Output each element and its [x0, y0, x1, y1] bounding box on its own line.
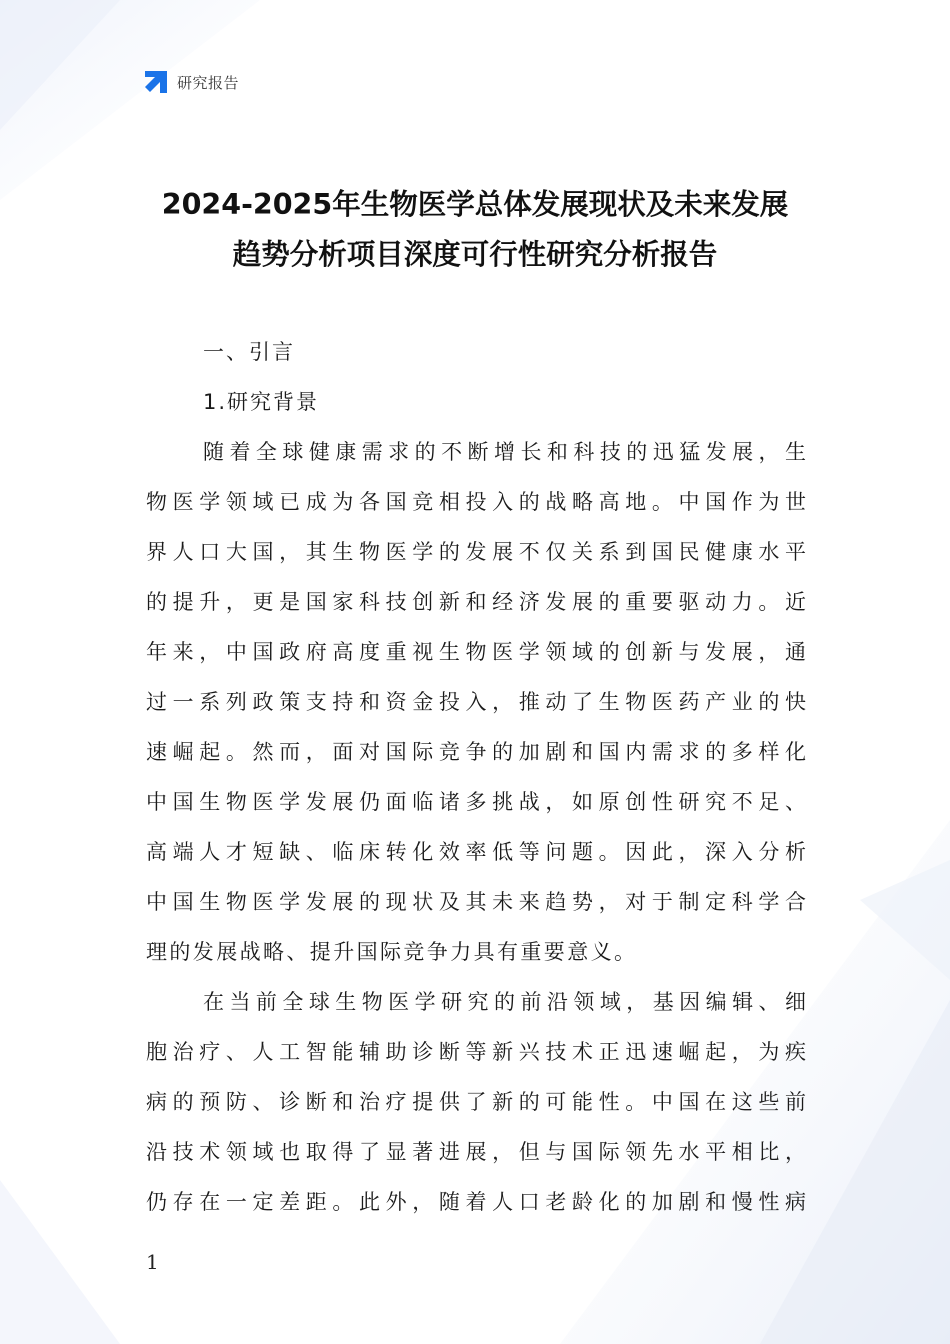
- report-header: [143, 68, 239, 96]
- document-title: [130, 180, 820, 280]
- paragraph-1: [146, 427, 806, 977]
- section-heading: 一、引言: [203, 340, 295, 364]
- paragraph-line: 速崛起。然而，面对国际竞争的加剧和国内需求的多样化: [146, 740, 806, 764]
- paragraph-line: 物医学领域已成为各国竞相投入的战略高地。中国作为世: [146, 490, 806, 514]
- paragraph-line: 随着全球健康需求的不断增长和科技的迅猛发展，生: [203, 440, 806, 464]
- paragraph-2: [146, 977, 806, 1227]
- paragraph-line: 中国生物医学发展仍面临诸多挑战，如原创性研究不足、: [146, 790, 806, 814]
- paragraph-line: 病的预防、诊断和治疗提供了新的可能性。中国在这些前: [146, 1090, 806, 1114]
- document-body: [146, 327, 806, 1227]
- paragraph-line: 在当前全球生物医学研究的前沿领域，基因编辑、细: [203, 990, 806, 1014]
- paragraph-line: 理的发展战略、提升国际竞争力具有重要意义。: [146, 940, 638, 964]
- paragraph-line: 胞治疗、人工智能辅助诊断等新兴技术正迅速崛起，为疾: [146, 1040, 806, 1064]
- paragraph-line: 界人口大国，其生物医学的发展不仅关系到国民健康水平: [146, 540, 806, 564]
- paragraph-line: 年来，中国政府高度重视生物医学领域的创新与发展，通: [146, 640, 806, 664]
- title-line-2: 趋势分析项目深度可行性研究分析报告: [232, 238, 718, 271]
- paragraph-line: 的提升，更是国家科技创新和经济发展的重要驱动力。近: [146, 590, 806, 614]
- title-line-1: 2024-2025年生物医学总体发展现状及未来发展: [161, 188, 789, 221]
- arrow-logo-icon: [143, 69, 169, 95]
- paragraph-line: 仍存在一定差距。此外，随着人口老龄化的加剧和慢性病: [146, 1190, 806, 1214]
- header-label: 研究报告: [177, 73, 240, 92]
- paragraph-line: 高端人才短缺、临床转化效率低等问题。因此，深入分析: [146, 840, 806, 864]
- section-subheading: 1.研究背景: [203, 390, 320, 414]
- page-number: 1: [146, 1250, 159, 1274]
- paragraph-line: 过一系列政策支持和资金投入，推动了生物医药产业的快: [146, 690, 806, 714]
- paragraph-line: 沿技术领域也取得了显著进展，但与国际领先水平相比，: [146, 1140, 806, 1164]
- paragraph-line: 中国生物医学发展的现状及其未来趋势，对于制定科学合: [146, 890, 806, 914]
